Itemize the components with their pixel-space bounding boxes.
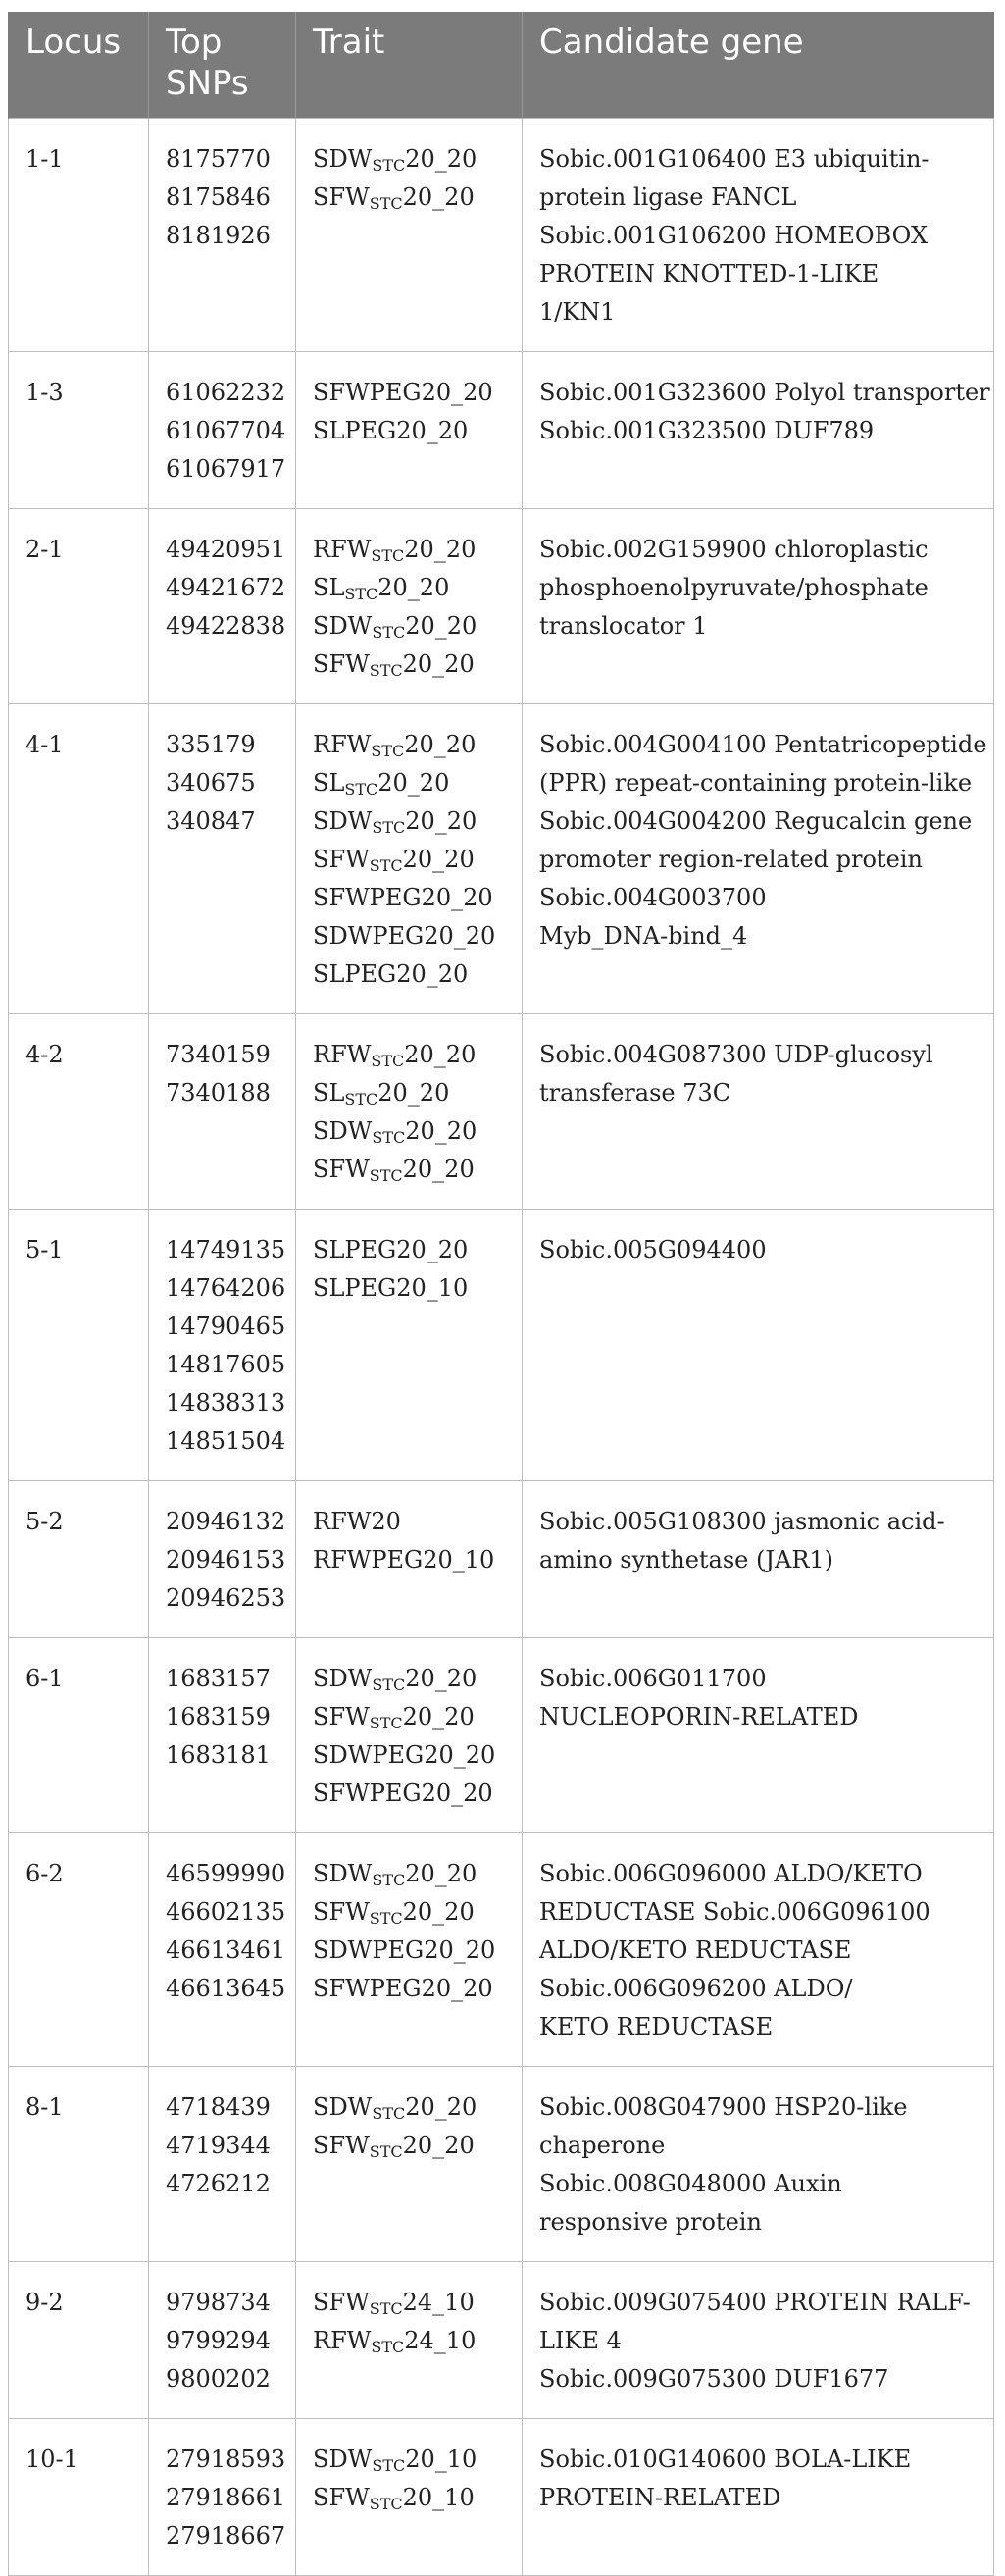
trait-prefix: SLPEG20_10 xyxy=(313,1274,469,1302)
trait-subscript: STC xyxy=(369,661,403,680)
trait-prefix: SFW xyxy=(313,650,370,678)
header-trait: Trait xyxy=(296,12,523,119)
gene-cell xyxy=(523,2262,994,2419)
trait-cell xyxy=(296,704,523,1014)
trait-suffix: 20_20 xyxy=(405,145,477,173)
snp-value: 1683181 xyxy=(166,1741,271,1769)
trait-suffix: 20_10 xyxy=(405,2446,477,2473)
gene-line: Sobic.001G323500 DUF789 xyxy=(539,417,875,444)
snps-cell xyxy=(149,509,296,704)
trait-line xyxy=(313,179,508,217)
trait-line xyxy=(313,1503,508,1541)
trait-line xyxy=(313,917,508,955)
gene-line: Sobic.006G096200 ALDO/ xyxy=(539,1975,853,2002)
gene-line: chaperone xyxy=(539,2132,666,2159)
trait-subscript: STC xyxy=(369,2142,403,2161)
snp-value: 46613645 xyxy=(166,1975,286,2002)
trait-prefix: SDW xyxy=(313,145,373,173)
trait-line xyxy=(313,726,508,764)
gene-line: PROTEIN-RELATED xyxy=(539,2484,781,2511)
trait-line xyxy=(313,140,508,179)
snp-value: 14817605 xyxy=(166,1351,286,1378)
snp-value: 27918593 xyxy=(166,2446,286,2473)
table-row xyxy=(9,2067,994,2262)
trait-prefix: SDW xyxy=(313,2093,373,2121)
locus-cell: 5-1 xyxy=(9,1210,149,1481)
gene-line: Sobic.001G106200 HOMEOBOX xyxy=(539,222,929,249)
trait-cell xyxy=(296,119,523,352)
gene-cell xyxy=(523,704,994,1014)
trait-prefix: SDWPEG20_20 xyxy=(313,922,496,950)
gene-line: LIKE 4 xyxy=(539,2327,622,2354)
gene-line: phosphoenolpyruvate/phosphate xyxy=(539,574,929,601)
trait-line xyxy=(313,645,508,684)
trait-suffix: 24_10 xyxy=(404,2327,477,2354)
gene-line: Sobic.004G004200 Regucalcin gene xyxy=(539,807,973,835)
snp-value: 4718439 xyxy=(166,2093,271,2121)
table-row xyxy=(9,704,994,1014)
locus-cell: 4-1 xyxy=(9,704,149,1014)
locus-cell: 1-1 xyxy=(9,119,149,352)
trait-prefix: SL xyxy=(313,769,345,797)
trait-prefix: SDW xyxy=(313,807,373,835)
header-row xyxy=(9,12,994,119)
trait-suffix: 20_20 xyxy=(405,1860,477,1887)
trait-line xyxy=(313,1151,508,1189)
locus-cell: 9-2 xyxy=(9,2262,149,2419)
trait-prefix: RFWPEG20_10 xyxy=(313,1546,495,1573)
trait-suffix: 20_20 xyxy=(404,731,477,758)
trait-cell xyxy=(296,2419,523,2576)
snp-value: 340847 xyxy=(166,807,256,835)
trait-suffix: 20_20 xyxy=(405,1665,477,1692)
gene-line: Sobic.001G323600 Polyol transporter xyxy=(539,379,990,406)
table-row xyxy=(9,2419,994,2576)
trait-prefix: SFWPEG20_20 xyxy=(313,1975,493,2002)
trait-suffix: 24_10 xyxy=(402,2289,475,2316)
trait-line xyxy=(313,1736,508,1775)
trait-line xyxy=(313,1541,508,1579)
table-row xyxy=(9,1833,994,2067)
trait-line xyxy=(313,841,508,879)
gene-line: REDUCTASE Sobic.006G096100 xyxy=(539,1898,930,1926)
gene-line: Sobic.005G094400 xyxy=(539,1236,767,1263)
trait-subscript: STC xyxy=(369,1909,403,1928)
trait-suffix: 20_10 xyxy=(402,2484,475,2511)
snp-value: 1683157 xyxy=(166,1665,271,1692)
gene-cell xyxy=(523,509,994,704)
snp-value: 9799294 xyxy=(166,2327,271,2354)
table-row xyxy=(9,1210,994,1481)
table-row xyxy=(9,119,994,352)
trait-line xyxy=(313,1074,508,1112)
trait-prefix: SLPEG20_20 xyxy=(313,417,469,444)
trait-line xyxy=(313,2284,508,2322)
snp-value: 14764206 xyxy=(166,1274,286,1302)
trait-cell xyxy=(296,1638,523,1833)
snp-value: 340675 xyxy=(166,769,256,797)
trait-line xyxy=(313,1660,508,1698)
gene-line: Sobic.001G106400 E3 ubiquitin- xyxy=(539,145,930,173)
trait-prefix: SDW xyxy=(313,1665,373,1692)
trait-line xyxy=(313,802,508,841)
trait-prefix: SL xyxy=(313,1079,345,1107)
gene-line: translocator 1 xyxy=(539,612,708,640)
trait-cell xyxy=(296,1833,523,2067)
trait-cell xyxy=(296,2067,523,2262)
trait-prefix: SL xyxy=(313,574,345,601)
snp-value: 46602135 xyxy=(166,1898,286,1926)
gene-cell xyxy=(523,1210,994,1481)
gene-line: KETO REDUCTASE xyxy=(539,2013,774,2040)
trait-cell xyxy=(296,1210,523,1481)
gene-line: Sobic.005G108300 jasmonic acid- xyxy=(539,1508,945,1535)
trait-prefix: SFW xyxy=(313,2289,370,2316)
trait-suffix: 20_20 xyxy=(404,536,477,563)
snp-value: 1683159 xyxy=(166,1703,271,1730)
trait-prefix: SFW xyxy=(313,846,370,873)
trait-suffix: 20_20 xyxy=(377,1079,450,1107)
trait-subscript: STC xyxy=(372,1128,406,1147)
candidate-gene-table xyxy=(8,12,994,2576)
gene-cell xyxy=(523,119,994,352)
gene-line: (PPR) repeat-containing protein-like xyxy=(539,769,973,797)
gene-line: Sobic.006G096000 ALDO/KETO xyxy=(539,1860,923,1887)
locus-cell: 4-2 xyxy=(9,1014,149,1210)
table-row xyxy=(9,352,994,509)
trait-prefix: RFW xyxy=(313,2327,372,2354)
gene-cell xyxy=(523,1481,994,1638)
trait-subscript: STC xyxy=(371,2338,405,2356)
gene-cell xyxy=(523,1833,994,2067)
trait-line xyxy=(313,1775,508,1813)
trait-subscript: STC xyxy=(372,156,406,175)
locus-cell: 2-1 xyxy=(9,509,149,704)
trait-prefix: SDW xyxy=(313,2446,373,2473)
locus-cell: 6-1 xyxy=(9,1638,149,1833)
gene-line: NUCLEOPORIN-RELATED xyxy=(539,1703,859,1730)
gene-cell xyxy=(523,2067,994,2262)
snp-value: 8175770 xyxy=(166,145,271,173)
snp-value: 20946132 xyxy=(166,1508,286,1535)
trait-line xyxy=(313,1932,508,1970)
table-container xyxy=(8,12,993,2576)
trait-line xyxy=(313,1698,508,1736)
trait-suffix: 20_20 xyxy=(377,769,450,797)
trait-prefix: RFW xyxy=(313,536,372,563)
snp-value: 8175846 xyxy=(166,183,271,211)
locus-cell: 5-2 xyxy=(9,1481,149,1638)
trait-cell xyxy=(296,2262,523,2419)
snp-value: 46613461 xyxy=(166,1936,286,1964)
gene-line: Sobic.009G075300 DUF1677 xyxy=(539,2365,889,2393)
trait-suffix: 20_20 xyxy=(405,612,477,640)
trait-suffix: 20_20 xyxy=(405,807,477,835)
gene-line: promoter region-related protein xyxy=(539,846,923,873)
trait-line xyxy=(313,1231,508,1269)
gene-cell xyxy=(523,1014,994,1210)
gene-line: ALDO/KETO REDUCTASE xyxy=(539,1936,852,1964)
snps-cell xyxy=(149,1638,296,1833)
trait-prefix: SFW xyxy=(313,2132,370,2159)
gene-line: Myb_DNA-bind_4 xyxy=(539,922,748,950)
trait-subscript: STC xyxy=(371,742,405,760)
locus-cell: 6-2 xyxy=(9,1833,149,2067)
snp-value: 7340159 xyxy=(166,1041,271,1068)
gene-line: Sobic.004G003700 xyxy=(539,884,767,911)
snp-value: 9800202 xyxy=(166,2365,271,2393)
snp-value: 27918661 xyxy=(166,2484,286,2511)
header-top-snps xyxy=(149,12,296,119)
snp-value: 61067917 xyxy=(166,455,286,483)
trait-line xyxy=(313,1855,508,1893)
trait-prefix: SFW xyxy=(313,1898,370,1926)
trait-line xyxy=(313,1893,508,1932)
trait-subscript: STC xyxy=(371,546,405,565)
trait-prefix: SDW xyxy=(313,1860,373,1887)
trait-line xyxy=(313,412,508,450)
trait-prefix: SFWPEG20_20 xyxy=(313,379,493,406)
trait-subscript: STC xyxy=(372,818,406,837)
trait-prefix: SLPEG20_20 xyxy=(313,1236,469,1263)
snp-value: 9798734 xyxy=(166,2289,271,2316)
trait-subscript: STC xyxy=(372,1871,406,1889)
trait-subscript: STC xyxy=(369,1166,403,1185)
trait-suffix: 20_20 xyxy=(402,650,475,678)
gene-line: Sobic.002G159900 chloroplastic xyxy=(539,536,929,563)
snp-value: 61067704 xyxy=(166,417,286,444)
trait-prefix: SFWPEG20_20 xyxy=(313,1779,493,1807)
snp-value: 46599990 xyxy=(166,1860,286,1887)
snps-cell xyxy=(149,119,296,352)
trait-prefix: RFW20 xyxy=(313,1508,401,1535)
trait-subscript: STC xyxy=(344,1090,378,1108)
table-row xyxy=(9,1481,994,1638)
snps-cell xyxy=(149,2067,296,2262)
trait-cell xyxy=(296,1481,523,1638)
snp-value: 49420951 xyxy=(166,536,286,563)
table-header xyxy=(9,12,994,119)
trait-line xyxy=(313,879,508,917)
gene-line: Sobic.009G075400 PROTEIN RALF- xyxy=(539,2289,971,2316)
gene-line: Sobic.008G048000 Auxin xyxy=(539,2170,842,2197)
trait-cell xyxy=(296,509,523,704)
gene-line: Sobic.010G140600 BOLA-LIKE xyxy=(539,2446,912,2473)
snp-value: 8181926 xyxy=(166,222,271,249)
trait-subscript: STC xyxy=(369,2495,403,2513)
trait-suffix: 20_20 xyxy=(402,846,475,873)
snp-value: 4719344 xyxy=(166,2132,271,2159)
trait-prefix: SFW xyxy=(313,1703,370,1730)
trait-line xyxy=(313,607,508,645)
trait-prefix: SDWPEG20_20 xyxy=(313,1936,496,1964)
trait-cell xyxy=(296,352,523,509)
trait-prefix: SDW xyxy=(313,1117,373,1145)
locus-cell: 10-1 xyxy=(9,2419,149,2576)
trait-line xyxy=(313,1970,508,2008)
trait-suffix: 20_20 xyxy=(405,2093,477,2121)
trait-suffix: 20_20 xyxy=(402,1156,475,1183)
snps-cell xyxy=(149,352,296,509)
snps-cell xyxy=(149,1833,296,2067)
snp-value: 335179 xyxy=(166,731,256,758)
gene-line: transferase 73C xyxy=(539,1079,731,1107)
trait-line xyxy=(313,2088,508,2127)
header-top-snps-label: Top SNPs xyxy=(166,23,249,103)
trait-prefix: SDW xyxy=(313,612,373,640)
trait-subscript: STC xyxy=(369,1714,403,1732)
trait-line xyxy=(313,2441,508,2479)
snps-cell xyxy=(149,1481,296,1638)
trait-subscript: STC xyxy=(344,780,378,799)
trait-suffix: 20_20 xyxy=(404,1041,477,1068)
trait-suffix: 20_20 xyxy=(405,1117,477,1145)
gene-line: PROTEIN KNOTTED-1-LIKE xyxy=(539,260,879,287)
trait-subscript: STC xyxy=(372,1675,406,1694)
gene-line: Sobic.004G087300 UDP-glucosyl xyxy=(539,1041,933,1068)
trait-line xyxy=(313,2322,508,2360)
gene-line: Sobic.006G011700 xyxy=(539,1665,767,1692)
snps-cell xyxy=(149,2419,296,2576)
trait-prefix: SFW xyxy=(313,2484,370,2511)
trait-suffix: 20_20 xyxy=(402,2132,475,2159)
gene-line: Sobic.008G047900 HSP20-like xyxy=(539,2093,908,2121)
snp-value: 61062232 xyxy=(166,379,286,406)
trait-suffix: 20_20 xyxy=(402,183,475,211)
trait-suffix: 20_20 xyxy=(402,1703,475,1730)
trait-prefix: SFW xyxy=(313,183,370,211)
trait-prefix: RFW xyxy=(313,1041,372,1068)
trait-line xyxy=(313,569,508,607)
gene-line: protein ligase FANCL xyxy=(539,183,797,211)
snp-value: 14790465 xyxy=(166,1313,286,1340)
table-row xyxy=(9,2262,994,2419)
snp-value: 14749135 xyxy=(166,1236,286,1263)
trait-subscript: STC xyxy=(369,856,403,875)
header-locus: Locus xyxy=(9,12,149,119)
gene-line: 1/KN1 xyxy=(539,298,616,326)
snps-cell xyxy=(149,2262,296,2419)
trait-line xyxy=(313,1112,508,1151)
trait-subscript: STC xyxy=(344,585,378,603)
trait-subscript: STC xyxy=(369,194,403,213)
trait-subscript: STC xyxy=(371,1052,405,1070)
snps-cell xyxy=(149,704,296,1014)
gene-line: Sobic.004G004100 Pentatricopeptide xyxy=(539,731,987,758)
trait-prefix: SDWPEG20_20 xyxy=(313,1741,496,1769)
snp-value: 14838313 xyxy=(166,1389,286,1417)
snp-value: 7340188 xyxy=(166,1079,271,1107)
snp-value: 49422838 xyxy=(166,612,286,640)
snp-value: 27918667 xyxy=(166,2522,286,2550)
gene-line: responsive protein xyxy=(539,2208,762,2236)
trait-line xyxy=(313,374,508,412)
trait-subscript: STC xyxy=(369,2299,403,2318)
trait-line xyxy=(313,531,508,569)
trait-line xyxy=(313,1036,508,1074)
trait-subscript: STC xyxy=(372,2104,406,2123)
snps-cell xyxy=(149,1014,296,1210)
snp-value: 20946153 xyxy=(166,1546,286,1573)
header-candidate-gene: Candidate gene xyxy=(523,12,994,119)
trait-suffix: 20_20 xyxy=(377,574,450,601)
table-row xyxy=(9,509,994,704)
trait-suffix: 20_20 xyxy=(402,1898,475,1926)
trait-line xyxy=(313,955,508,994)
table-body xyxy=(9,119,994,2576)
trait-prefix: SFWPEG20_20 xyxy=(313,884,493,911)
gene-cell xyxy=(523,1638,994,1833)
trait-prefix: SLPEG20_20 xyxy=(313,960,469,988)
trait-subscript: STC xyxy=(372,2456,406,2475)
gene-cell xyxy=(523,352,994,509)
snps-cell xyxy=(149,1210,296,1481)
locus-cell: 8-1 xyxy=(9,2067,149,2262)
gene-line: amino synthetase (JAR1) xyxy=(539,1546,834,1573)
snp-value: 49421672 xyxy=(166,574,286,601)
table-row xyxy=(9,1638,994,1833)
trait-line xyxy=(313,764,508,802)
trait-line xyxy=(313,2479,508,2517)
trait-cell xyxy=(296,1014,523,1210)
trait-subscript: STC xyxy=(372,623,406,642)
gene-cell xyxy=(523,2419,994,2576)
snp-value: 14851504 xyxy=(166,1427,286,1455)
snp-value: 4726212 xyxy=(166,2170,271,2197)
trait-prefix: SFW xyxy=(313,1156,370,1183)
trait-line xyxy=(313,2127,508,2165)
trait-line xyxy=(313,1269,508,1308)
trait-prefix: RFW xyxy=(313,731,372,758)
snp-value: 20946253 xyxy=(166,1584,286,1612)
locus-cell: 1-3 xyxy=(9,352,149,509)
table-row xyxy=(9,1014,994,1210)
